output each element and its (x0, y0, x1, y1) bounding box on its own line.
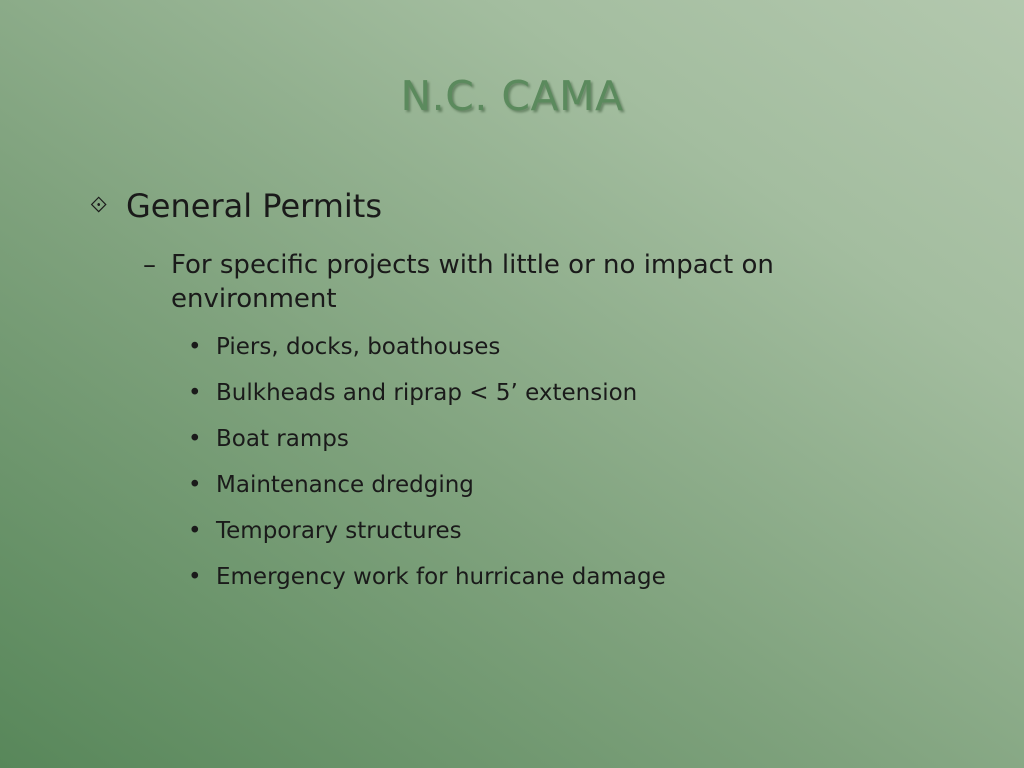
sub-bullet-description (143, 248, 863, 316)
list-item-text: Temporary structures (216, 518, 462, 544)
dot-bullet-icon: • (188, 426, 202, 452)
list-item (188, 377, 948, 423)
list-item-text: Piers, docks, boathouses (216, 334, 501, 360)
dash-bullet-icon: – (143, 250, 156, 280)
bullet-general-permits (90, 186, 970, 226)
list-item (188, 423, 948, 469)
dot-bullet-icon: • (188, 518, 202, 544)
dot-bullet-icon: • (188, 380, 202, 406)
list-item-text: Emergency work for hurricane damage (216, 564, 666, 590)
list-item (188, 331, 948, 377)
list-item-text: Maintenance dredging (216, 472, 474, 498)
permit-items-list (188, 331, 948, 607)
diamond-bullet-icon: ⟐ (90, 193, 108, 218)
sub-bullet-text: For specific projects with little or no impact on environment (171, 250, 774, 314)
list-item-text: Bulkheads and riprap < 5’ extension (216, 380, 638, 406)
dot-bullet-icon: • (188, 472, 202, 498)
slide-title: N.C. CAMA (400, 72, 624, 120)
dot-bullet-icon: • (188, 334, 202, 360)
bullet-text: General Permits (126, 187, 382, 225)
dot-bullet-icon: • (188, 564, 202, 590)
list-item (188, 561, 948, 607)
list-item-text: Boat ramps (216, 426, 349, 452)
list-item (188, 469, 948, 515)
list-item (188, 515, 948, 561)
